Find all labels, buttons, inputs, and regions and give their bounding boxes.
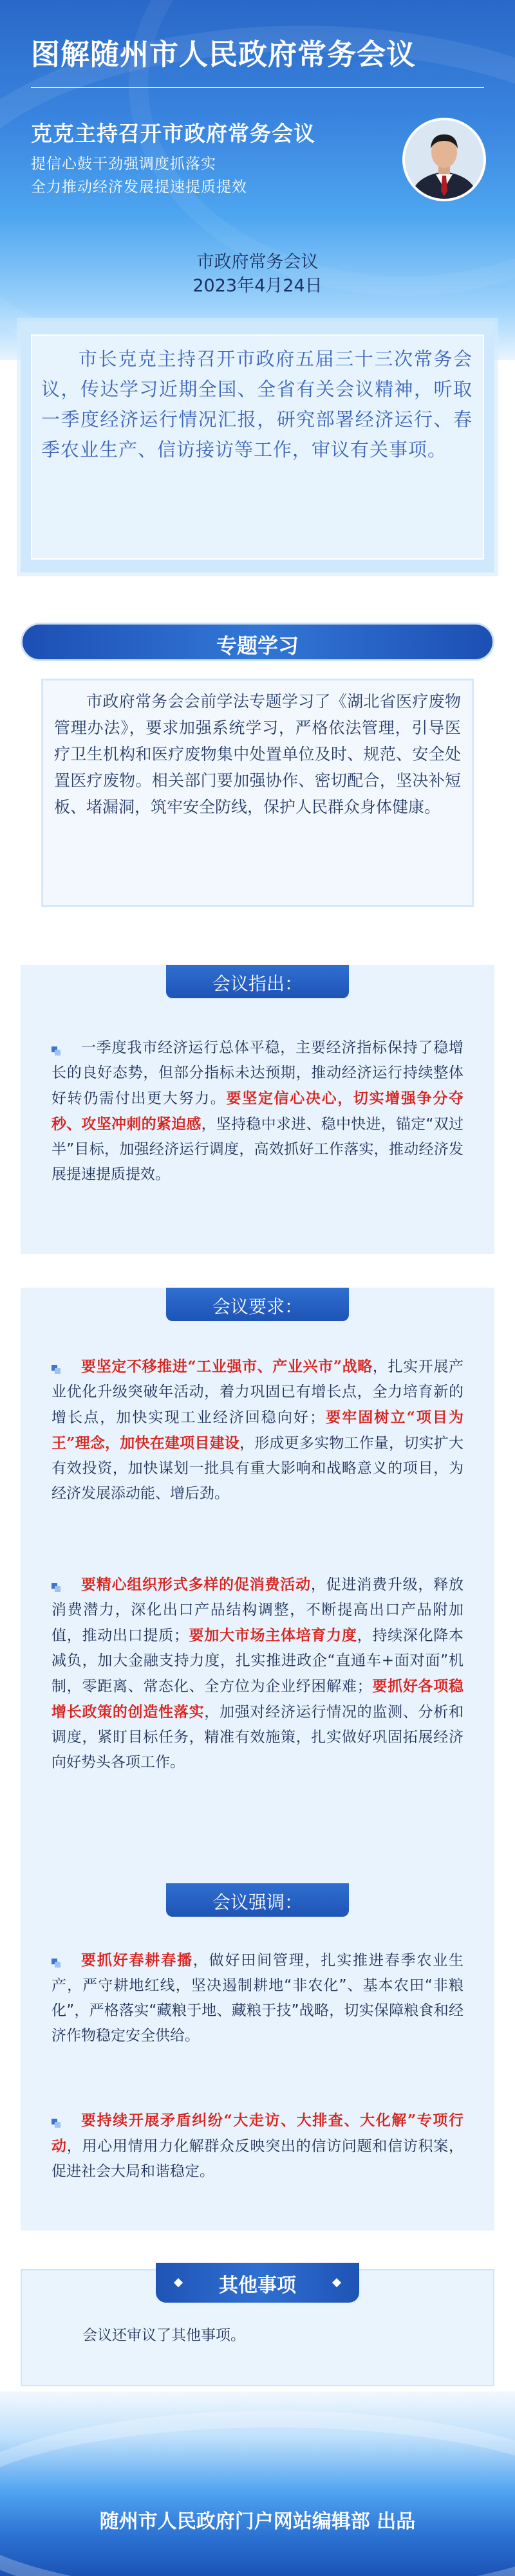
emphasis-heading: 会议强调： <box>212 1892 303 1913</box>
study-text: 市政府常务会会前学法专题学习了《湖北省医疗废物管理办法》，要求加强系统学习，严格依法管理，引导医疗卫生机构和医疗废物集中处置单位及时、规范、安全处置医疗废物。相关部门要加强协作、密切配合，坚决补短板、堵漏洞，筑牢安全防线，保护人民群众身体健康。 <box>54 692 461 816</box>
emphasis-paragraph-2: 要持续开展矛盾纠纷“大走访、大排查、大化解”专项行动，用心用情用力化解群众反映突出的信访问题和信访积案，促进社会大局和谐稳定。 <box>52 2112 464 2180</box>
meeting-name: 市政府常务会议 <box>196 252 319 272</box>
mayor-portrait <box>402 118 486 201</box>
other-text: 会议还审议了其他事项。 <box>82 2327 245 2344</box>
points-heading: 会议指出： <box>212 973 303 994</box>
footer-credit: 随州市人民政府门户网站编辑部 出品 <box>99 2510 416 2533</box>
footer-background <box>0 2391 515 2576</box>
study-heading: 专题学习 <box>216 634 299 658</box>
requirements-heading: 会议要求： <box>212 1296 303 1317</box>
points-paragraph: 一季度我市经济运行总体平稳，主要经济指标保持了稳增长的良好态势，但部分指标未达预期，推动经济运行持续整体好转仍需付出更大努力。要坚定信心决心，切实增强争分夺秒、攻坚冲刺的紧迫感，坚持稳中求进、稳中快进，锚定“双过半”目标，加强经济运行调度，高效抓好工作落实，推动经济发展提速提质提效。 <box>52 1039 464 1183</box>
title-divider <box>31 87 484 88</box>
meeting-date: 2023年4月24日 <box>192 276 323 296</box>
emphasis-paragraph-1: 要抓好春耕春播，做好田间管理，扎实推进春季农业生产，严守耕地红线，坚决遏制耕地“非农化”、基本农田“非粮化”，严格落实“藏粮于地、藏粮于技”战略，切实保障粮食和经济作物稳定安全供给。 <box>52 1951 464 2044</box>
requirements-paragraph-1: 要坚定不移推进“工业强市、产业兴市”战略，扎实开展产业优化升级突破年活动，着力巩固已有增长点，全力培育新的增长点，加快实现工业经济回稳向好；要牢固树立“项目为王”理念，加快在建项目建设，形成更多实物工作量，切实扩大有效投资，加快谋划一批具有重大影响和战略意义的项目，为经济发展添动能、增后劲。 <box>52 1358 464 1502</box>
subtitle-line-1: 提信心鼓干劲强调度抓落实 <box>31 156 216 172</box>
intro-text: 市长克克主持召开市政府五届三十三次常务会议，传达学习近期全国、全省有关会议精神，听取一季度经济运行情况汇报，研究部署经济运行、春季农业生产、信访接访等工作，审议有关事项。 <box>41 348 473 461</box>
subtitle-line-2: 全力推动经济发展提速提质提效 <box>31 179 247 196</box>
subtitle: 克克主持召开市政府常务会议 <box>31 121 315 146</box>
requirements-paragraph-2: 要精心组织形式多样的促消费活动，促进消费升级，释放消费潜力，深化出口产品结构调整，不断提高出口产品附加值，推动出口提质；要加大市场主体培育力度，持续深化降本减负，加大金融支持力度，扎实推进政企“直通车+面对面”机制，零距离、常态化、全方位为企业纾困解难；要抓好各项稳增长政策的创造性落实，加强对经济运行情况的监测、分析和调度，紧盯目标任务，精准有效施策，扎实做好巩固拓展经济向好势头各项工作。 <box>52 1576 464 1771</box>
page-title: 图解随州市人民政府常务会议 <box>31 37 417 71</box>
other-heading: 其他事项 <box>219 2274 296 2297</box>
